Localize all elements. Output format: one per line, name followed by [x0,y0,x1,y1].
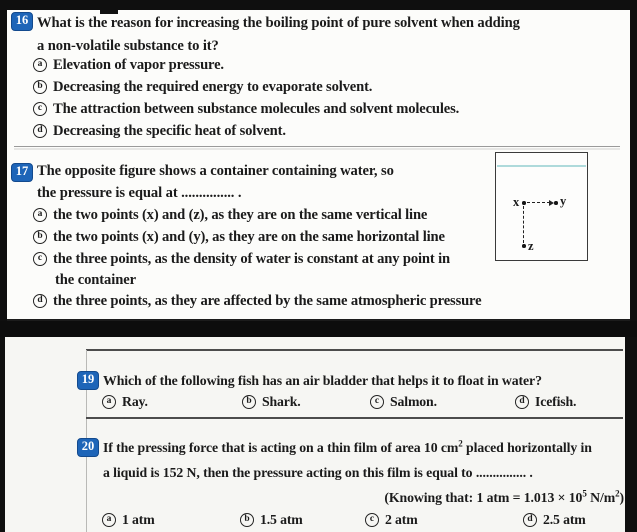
q20-option-d [523,511,586,529]
option-letter-circle [240,513,254,527]
option-letter: d [37,124,43,135]
question-separator-line [14,146,620,147]
q20-option-b [240,511,303,529]
question-number: 16 [15,13,29,27]
question-20-knowing-note [384,489,624,507]
option-letter-circle [523,513,537,527]
option-text: 2 atm [385,512,418,527]
option-letter-circle [33,252,47,266]
q17-option-a [33,206,427,224]
q20-option-c [365,511,418,529]
q19-option-c [370,393,437,411]
question-19-text: Which of the following fish has an air bladder that helps it to float in water? [103,373,542,388]
knowing-superscript-2: 2 [615,488,620,499]
point-y-label: y [560,194,567,208]
question-16-text-line1: What is the reason for increasing the boiling point of pure solvent when adding [37,15,520,31]
option-letter: c [374,395,380,406]
section-separator-line [86,349,623,351]
option-letter: a [37,58,43,69]
option-letter-circle [33,208,47,222]
point-y-dot [554,201,558,205]
option-letter: b [37,80,43,91]
question-16-number-badge [11,12,33,31]
option-text: 1.5 atm [260,512,303,527]
dashed-line-x-to-z [523,206,524,243]
point-x-dot [522,201,526,205]
option-text: Icefish. [535,394,577,409]
q16-option-c [33,100,459,118]
option-letter: b [246,395,252,406]
knowing-post: ) [619,490,624,505]
option-letter-circle [102,513,116,527]
q20-line1-superscript: 2 [458,438,463,449]
knowing-mid: N/m [586,490,616,505]
option-letter: d [527,513,533,524]
option-letter-circle [33,80,47,94]
dashed-line-x-to-y [527,202,550,203]
q17-option-d [33,292,481,310]
question-number: 20 [81,439,95,453]
option-letter-circle [515,395,529,409]
q20-line1-pre: If the pressing force that is acting on a thin film of area 10 cm [103,440,459,455]
q19-option-b [242,393,301,411]
option-letter-circle [33,102,47,116]
option-text: Elevation of vapor pressure. [53,57,224,73]
option-letter: a [37,208,43,219]
q16-option-b [33,78,372,96]
question-20-text-line1 [103,439,592,457]
q20-option-a [102,511,155,529]
question-number: 19 [81,372,95,386]
question-16-text-line2: a non-volatile substance to it? [37,38,219,54]
option-text: 2.5 atm [543,512,586,527]
q17-option-b [33,228,445,246]
point-z-label: z [528,239,534,253]
option-text: the two points (x) and (y), as they are on the same horizontal line [53,229,445,245]
point-z-dot [522,244,526,248]
water-surface-line [497,165,586,167]
question-17-text-line1: The opposite figure shows a container containing water, so [37,163,394,179]
option-text: Ray. [122,394,148,409]
option-letter-circle [370,395,384,409]
option-text: Shark. [262,394,301,409]
option-letter: a [106,395,112,406]
option-letter: b [244,513,250,524]
point-x-label: x [513,195,520,209]
q16-option-a [33,56,224,74]
knowing-pre: (Knowing that: 1 atm = 1.013 × 10 [384,490,583,505]
option-letter-circle [33,230,47,244]
option-text: the two points (x) and (z), as they are on the same vertical line [53,207,428,223]
option-letter: c [369,513,375,524]
q19-option-a [102,393,148,411]
option-letter: b [37,230,43,241]
option-letter: c [37,252,43,263]
option-text: The attraction between substance molecules and solvent molecules. [53,101,460,117]
q19-option-d [515,393,576,411]
option-letter: d [37,294,43,305]
section-separator-line [86,417,623,419]
option-text: Decreasing the required energy to evaporate solvent. [53,79,373,95]
option-letter-circle [33,58,47,72]
q16-option-d [33,122,286,140]
option-letter-circle [365,513,379,527]
q20-line1-post: placed horizontally in [462,440,592,455]
q17-option-c [33,250,450,268]
option-letter-circle [102,395,116,409]
question-20-number-badge [77,438,99,457]
water-container-figure [495,152,588,261]
page-divider-band [0,321,637,337]
option-text: Decreasing the specific heat of solvent. [53,123,286,139]
option-text: Salmon. [390,394,437,409]
question-number: 17 [15,164,29,178]
option-letter: c [37,102,43,113]
question-17-text-line2: the pressure is equal at ............... . [37,185,242,201]
option-text: the three points, as the density of water is constant at any point in [53,251,450,267]
option-letter-circle [33,294,47,308]
question-19-number-badge [77,371,99,390]
knowing-superscript-5: 5 [582,488,587,499]
question-17-number-badge [11,163,33,182]
q17-option-c-continuation: the container [55,272,136,288]
option-letter-circle [33,124,47,138]
option-letter-circle [242,395,256,409]
question-20-text-line2: a liquid is 152 N, then the pressure acting on this film is equal to ............... . [103,465,533,480]
option-letter: a [106,513,112,524]
option-text: the three points, as they are affected by the same atmospheric pressure [53,293,482,309]
option-letter: d [519,395,525,406]
option-text: 1 atm [122,512,155,527]
